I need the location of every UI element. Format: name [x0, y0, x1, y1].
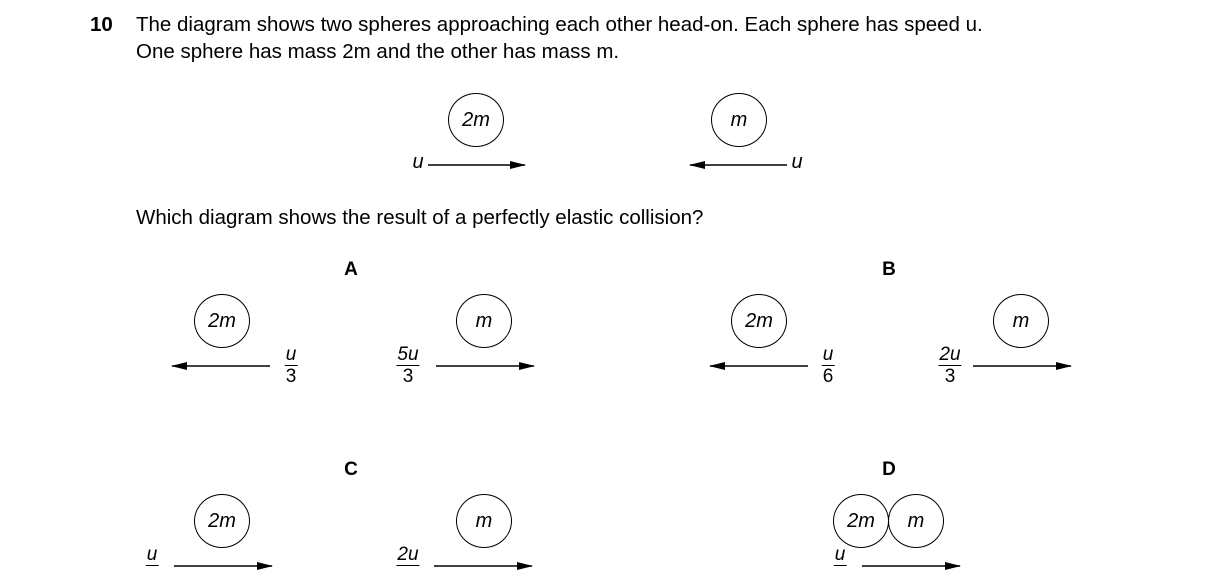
- option-a-left-speed: u 3: [285, 344, 297, 387]
- option-a-right-speed: 5u 3: [397, 344, 419, 387]
- option-b-right-speed: 2u 3: [939, 344, 961, 387]
- question-line-1: The diagram shows two spheres approaching each other head-on. Each sphere has speed u.: [136, 13, 983, 36]
- option-a-sphere-m: m: [456, 294, 512, 348]
- initial-left-speed: u: [412, 151, 424, 173]
- option-d-label: D: [882, 459, 896, 480]
- initial-right-speed: u: [791, 151, 803, 173]
- option-d-speed: u: [834, 544, 846, 565]
- option-d-sphere-2m: 2m: [833, 494, 889, 548]
- option-c-sphere-m: m: [456, 494, 512, 548]
- question-line-2: One sphere has mass 2m and the other has mass m.: [136, 40, 620, 63]
- option-b-label: B: [882, 259, 896, 280]
- question-number: 10: [90, 13, 113, 36]
- option-b-left-speed: u 6: [822, 344, 834, 387]
- option-d-sphere-m: m: [888, 494, 944, 548]
- option-c-label: C: [344, 459, 358, 480]
- option-a-label: A: [344, 259, 358, 280]
- question-prompt: Which diagram shows the result of a perfectly elastic collision?: [136, 206, 704, 229]
- option-b-sphere-m: m: [993, 294, 1049, 348]
- sphere-label: m: [730, 108, 748, 131]
- option-c-sphere-2m: 2m: [194, 494, 250, 548]
- option-b-sphere-2m: 2m: [731, 294, 787, 348]
- option-c-right-speed: 2u: [397, 544, 419, 565]
- option-c-left-speed: u: [146, 544, 158, 565]
- sphere-label: 2m: [462, 108, 490, 131]
- option-a-sphere-2m: 2m: [194, 294, 250, 348]
